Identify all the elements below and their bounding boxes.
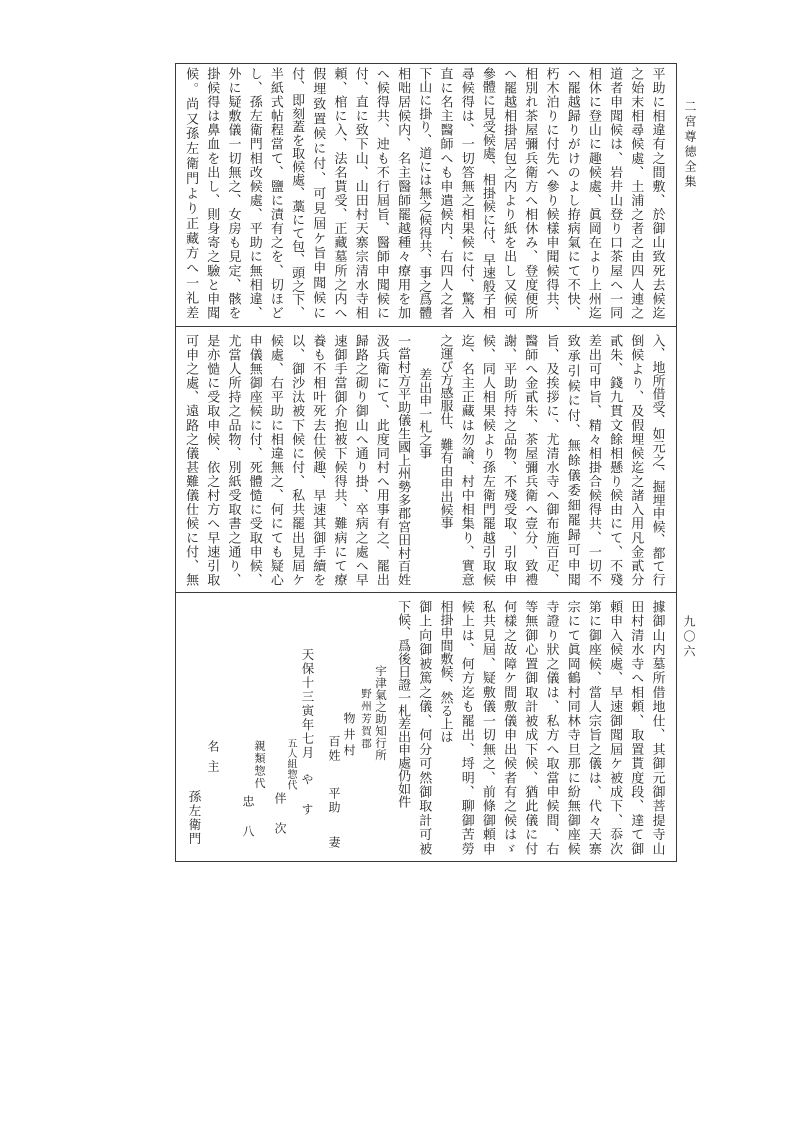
text-column: 歸路之砌り御山へ通り掛、卒病之處へ早 xyxy=(352,334,368,586)
upper-tier xyxy=(175,63,677,326)
text-column: へ罷越相掛居包之内より紙を出し又候可 xyxy=(501,67,517,319)
text-column: 候處、右平助に相違無之、何にても疑心 xyxy=(267,334,283,586)
text-column: 外に疑敷儀一切無之、女房も見定、骸を xyxy=(225,67,241,319)
text-column: 貳朱、錢九貫文餘相懸り候由にて、不殘 xyxy=(607,334,623,586)
text-column: 據御山内墓所借地仕、其御元御菩提寺山 xyxy=(649,600,665,855)
text-column: 朽木泊りに付先へ參り候樣申聞候得共、 xyxy=(543,67,559,319)
text-column: 相別れ茶屋彌兵衛方へ相休み、登度便所 xyxy=(522,67,538,319)
text-column: 以、御沙汰被下候に付、私共罷出見屆ケ xyxy=(289,334,305,586)
text-column: 倒候より、及假埋候迄之諸入用凡金貳分 xyxy=(628,334,644,586)
text-column: し、孫左衛門相改候處、平助に無相違、 xyxy=(246,67,262,319)
text-column: 相咄居候内、名主醫師罷越種々療用を加 xyxy=(395,67,411,319)
group-rep-name: 伴次 xyxy=(273,792,287,852)
lower-tier xyxy=(175,592,677,862)
text-column: 汲兵衛にて、此度同村へ用事有之、罷出 xyxy=(373,334,389,586)
text-column: 相掛申間敷候、然る上は xyxy=(437,600,453,743)
text-column: 宗にて眞岡鶴村同林寺旦那に紛無御座候 xyxy=(564,600,580,855)
text-column: 差出可申旨、精々相掛合候得共、一切不 xyxy=(585,334,601,586)
text-column: 申儀無御座候に付、死體慥に受取申候、 xyxy=(246,334,262,586)
text-column: 第に御座候、當人宗旨之儀は、代々天寨 xyxy=(585,600,601,855)
text-column: 半紙式帖程當て、鹽に漬有之を、切ほど xyxy=(267,67,283,319)
text-column: 頼、棺に入、法名貰受、正藏墓所之内へ xyxy=(331,67,347,319)
text-column: 頼申入候處、早速御聞屆ケ被成下、忝次 xyxy=(607,600,623,855)
middle-tier xyxy=(175,326,677,592)
signer-status: 百姓 xyxy=(327,735,341,763)
text-column: 御上向御被篤之儀、何分可然御取計可被 xyxy=(416,600,432,855)
text-column: 參體に見受候處、相掛候に付、早速般子相 xyxy=(479,67,495,319)
text-column: 田村清水寺へ相頼、取置貰度段、達て御 xyxy=(628,600,644,855)
text-column: 是亦慥に受取申候、依之村方へ早速引取 xyxy=(204,334,220,586)
text-column: 下山に掛り、道には無之候得共、事之爲體 xyxy=(416,67,432,319)
text-column: 候上は、何方迄も罷出、埒明、聊御苦勞 xyxy=(458,600,474,855)
headman-title: 名主 xyxy=(206,740,220,780)
kin-rep-name: 忠八 xyxy=(241,795,255,855)
text-column: 入、地所借受、如元之、掘埋申候、都て行 xyxy=(649,334,665,586)
text-column: 差出申一札之事 xyxy=(416,368,432,459)
running-head: 二宮尊徳全集 xyxy=(683,100,697,190)
text-column: へ罷越歸りがけのよし拵病氣にて不快、 xyxy=(564,67,580,319)
text-column: 私共見屆、疑敷儀一切無之、前條御頼申 xyxy=(479,600,495,855)
text-column: 速御手當御介抱被下候得共、難病にて療 xyxy=(331,334,347,586)
text-column: 掛候得は鼻血を出し、則身寄之驗と申聞 xyxy=(204,67,220,319)
text-column: 平助に相違有之間敷、於御山致死去候迄 xyxy=(649,67,665,319)
text-column: 候、同人相果候より孫左衛門罷越引取候 xyxy=(479,334,495,586)
text-column: 尋候得は、一切答無之相果候に付、驚入 xyxy=(458,67,474,319)
text-column: 可申之處、遠路之儀甚難儀仕候に付、無 xyxy=(183,334,199,586)
district-name: 野州芳賀郡 xyxy=(360,688,372,750)
text-column: 候。尚又孫左衛門より正藏方へ一礼差 xyxy=(183,67,199,319)
text-column: 迄、名主正藏は勿論、村中相集り、實意 xyxy=(458,334,474,586)
husband-name: 平助 xyxy=(327,787,341,815)
text-column: 假埋致置候に付、可見屆ケ旨申聞候に xyxy=(310,67,326,319)
text-column: 醫師へ金貳朱、茶屋彌兵衛へ壹分、致禮 xyxy=(522,334,538,586)
wife-label: 妻 xyxy=(327,836,341,848)
group-rep-title: 五人組惣代 xyxy=(285,738,296,790)
text-column: 下候、爲後日證一札差出申處仍如件 xyxy=(395,600,411,808)
text-column: 之始末相尋候處、土浦之者之由四人連之 xyxy=(628,67,644,319)
text-column: 尤當人所持之品物、別紙受取書之通り、 xyxy=(225,334,241,586)
text-column: 之運び方感服仕、難有由申出候事 xyxy=(437,334,453,529)
document-date: 天保十三寅年七月 xyxy=(300,648,315,760)
text-column: 付、直に致下山、山田村天寨宗清水寺相 xyxy=(352,67,368,319)
text-column: 謝、平助所持之品物、不殘受取、引取申 xyxy=(501,334,517,586)
text-column: 旨、及挨拶に、尤清水寺へ御布施百疋、 xyxy=(543,334,559,586)
text-column: 致承引候に付、無餘儀委細罷歸可申聞 xyxy=(564,334,580,586)
text-column: 道者申聞候は、岩井山登り口茶屋へ一同 xyxy=(607,67,623,319)
text-column: 直に名主醫師へも申遣候内、右四人之者 xyxy=(437,67,453,319)
text-column: 養も不相叶死去仕候趣、早速其御手續を xyxy=(310,334,326,586)
text-column: 等無御心置御取計被成下候、猶此儀に付 xyxy=(522,600,538,855)
text-column: 寺證り狀之儀は、私方へ取當申候間、右 xyxy=(543,600,559,855)
page-number: 九〇六 xyxy=(682,615,696,660)
text-column: 付、即刻蓋を取候處、藁にて包、頭之下、 xyxy=(289,67,305,319)
text-column: 相休に登山に趣候處、眞岡在より上州迄 xyxy=(585,67,601,319)
text-column: 何樣之故障ケ間敷儀申出候者有之候はゞ xyxy=(501,600,517,855)
wife-name: やす xyxy=(300,773,314,833)
kin-rep-title: 親類惣代 xyxy=(253,740,266,790)
fief-holder: 宇津氣之助知行所 xyxy=(374,665,388,761)
text-column: 一當村方平助儀生國上州勢多郡宮田村百姓 xyxy=(395,334,411,586)
text-column: へ候得共、迚も不行屆旨、醫師申聞候に xyxy=(373,67,389,319)
headman-name: 孫左衛門 xyxy=(187,790,202,846)
village-name: 物井村 xyxy=(342,712,356,760)
